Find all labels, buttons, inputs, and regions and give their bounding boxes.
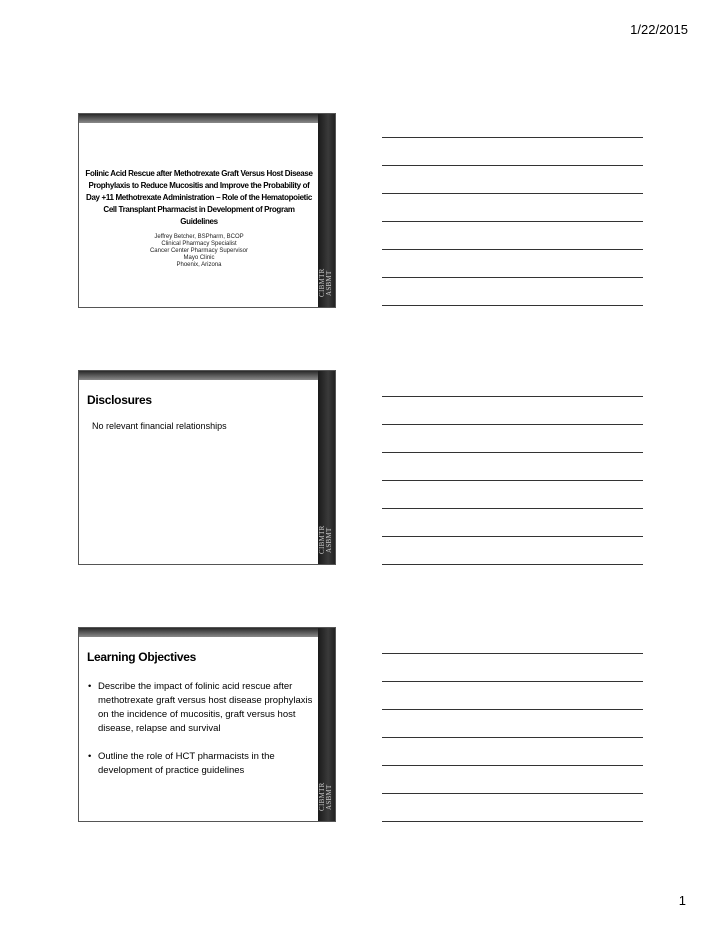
objective-item: • Describe the impact of folinic acid rescue after methotrexate graft versus host disease prophylaxis on the incidence of mucositis, graft versus host disease, relapse and survival (87, 680, 313, 736)
note-line (382, 305, 643, 306)
note-line (382, 737, 643, 738)
slide-heading: Disclosures (87, 393, 152, 407)
slide-top-bar (79, 114, 335, 123)
cibmtr-asbmt-logo: CIBMTR ASBMT (318, 782, 333, 812)
note-line (382, 137, 643, 138)
note-line (382, 765, 643, 766)
slide-learning-objectives (78, 627, 336, 822)
slide-heading: Learning Objectives (87, 650, 197, 664)
note-line (382, 681, 643, 682)
presenter-name: Jeffrey Betcher, BSPharm, BCOP (154, 234, 244, 240)
note-line (382, 424, 643, 425)
presenter-location: Phoenix, Arizona (176, 262, 222, 268)
presenter-info (85, 234, 313, 269)
note-line (382, 653, 643, 654)
slide-top-bar (79, 628, 335, 637)
note-line (382, 564, 643, 565)
note-line (382, 221, 643, 222)
objective-item: • Outline the role of HCT pharmacists in the development of practice guidelines (87, 750, 313, 778)
note-line (382, 508, 643, 509)
note-line (382, 536, 643, 537)
slide-side-bar (318, 114, 335, 307)
note-line (382, 821, 643, 822)
disclosure-text: No relevant financial relationships (92, 421, 227, 431)
page-number: 1 (678, 893, 686, 908)
note-line (382, 193, 643, 194)
page-date: 1/22/2015 (630, 22, 688, 37)
presenter-role: Clinical Pharmacy Specialist (161, 241, 237, 247)
slide-top-bar (79, 371, 335, 380)
slide-side-bar (318, 371, 335, 564)
note-line (382, 480, 643, 481)
presentation-title: Folinic Acid Rescue after Methotrexate Graft Versus Host Disease Prophylaxis to Reduce Mucositis and Improve the Probability of Day +11 Methotrexate Administration – Role of the Hematopoietic Cell Transplant Pharmacist in Development of Program Guidelines (85, 169, 313, 226)
slide-title (78, 113, 336, 308)
note-line (382, 396, 643, 397)
cibmtr-asbmt-logo: CIBMTR ASBMT (318, 268, 333, 298)
objectives-list (87, 680, 313, 792)
slide-disclosures (78, 370, 336, 565)
presenter-organization: Mayo Clinic (183, 255, 215, 261)
note-line (382, 793, 643, 794)
cibmtr-asbmt-logo: CIBMTR ASBMT (318, 525, 333, 555)
note-line (382, 165, 643, 166)
slide-side-bar (318, 628, 335, 821)
note-line (382, 249, 643, 250)
note-line (382, 709, 643, 710)
presenter-position: Cancer Center Pharmacy Supervisor (149, 248, 249, 254)
note-line (382, 452, 643, 453)
note-line (382, 277, 643, 278)
